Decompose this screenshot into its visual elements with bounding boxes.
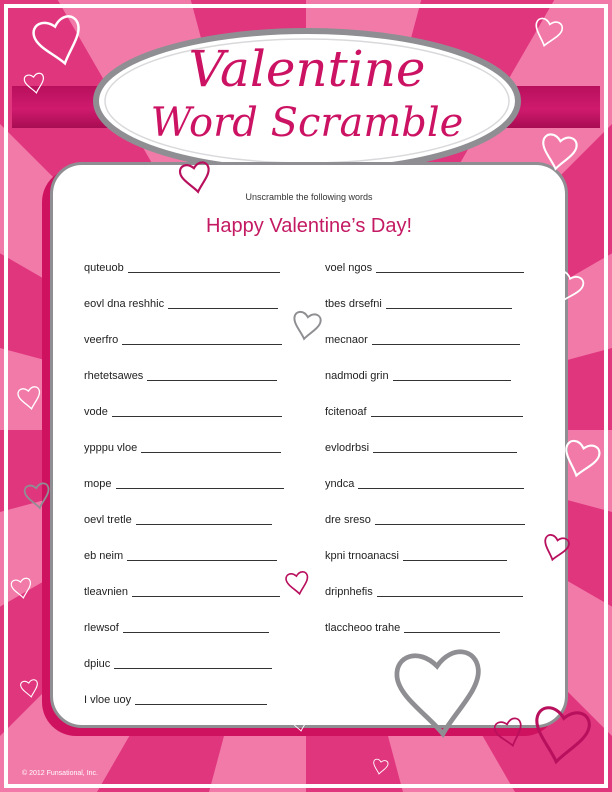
scramble-item[interactable]: kpni trnoanacsi [325, 550, 507, 562]
scramble-item[interactable]: mope [84, 478, 284, 490]
answer-line[interactable] [147, 380, 277, 381]
scramble-item[interactable]: evlodrbsi [325, 442, 517, 454]
answer-line[interactable] [386, 308, 512, 309]
scramble-item[interactable]: oevl tretle [84, 514, 272, 526]
answer-line[interactable] [112, 416, 282, 417]
scramble-item[interactable]: tleavnien [84, 586, 280, 598]
answer-line[interactable] [116, 488, 284, 489]
answer-line[interactable] [132, 596, 280, 597]
scramble-item[interactable]: vode [84, 406, 282, 418]
scramble-item[interactable]: ypppu vloe [84, 442, 281, 454]
scramble-item[interactable]: dripnhefis [325, 586, 523, 598]
answer-line[interactable] [123, 632, 269, 633]
scramble-item[interactable]: voel ngos [325, 262, 524, 274]
scramble-item[interactable]: dre sreso [325, 514, 525, 526]
answer-line[interactable] [403, 560, 507, 561]
title-word-scramble: Word Scramble [150, 100, 464, 146]
copyright-text: © 2012 Funsational, Inc. [22, 770, 98, 777]
answer-line[interactable] [136, 524, 272, 525]
scramble-item[interactable]: nadmodi grin [325, 370, 511, 382]
answer-line[interactable] [404, 632, 500, 633]
scramble-item[interactable]: dpiuc [84, 658, 272, 670]
title-valentine: Valentine [188, 40, 426, 98]
scramble-item[interactable]: I vloe uoy [84, 694, 267, 706]
scramble-item[interactable]: rhetetsawes [84, 370, 277, 382]
answer-line[interactable] [376, 272, 524, 273]
answer-line[interactable] [377, 596, 523, 597]
answer-line[interactable] [128, 272, 280, 273]
answer-line[interactable] [168, 308, 278, 309]
scramble-item[interactable]: yndca [325, 478, 524, 490]
answer-line[interactable] [373, 452, 517, 453]
scramble-item[interactable]: tlaccheoo trahe [325, 622, 500, 634]
scramble-item[interactable]: quteuob [84, 262, 280, 274]
scramble-item[interactable]: tbes drsefni [325, 298, 512, 310]
scramble-item[interactable]: veerfro [84, 334, 282, 346]
answer-line[interactable] [358, 488, 524, 489]
scramble-item[interactable]: mecnaor [325, 334, 520, 346]
scramble-item[interactable]: eb neim [84, 550, 277, 562]
scramble-item[interactable]: eovl dna reshhic [84, 298, 278, 310]
answer-line[interactable] [127, 560, 277, 561]
answer-line[interactable] [122, 344, 282, 345]
answer-line[interactable] [375, 524, 525, 525]
answer-line[interactable] [371, 416, 523, 417]
greeting-heading: Happy Valentine’s Day! [205, 215, 413, 237]
answer-line[interactable] [135, 704, 267, 705]
answer-line[interactable] [141, 452, 281, 453]
answer-line[interactable] [114, 668, 272, 669]
instruction-text: Unscramble the following words [245, 192, 373, 202]
scramble-item[interactable]: rlewsof [84, 622, 269, 634]
scramble-item[interactable]: fcitenoaf [325, 406, 523, 418]
answer-line[interactable] [393, 380, 511, 381]
answer-line[interactable] [372, 344, 520, 345]
